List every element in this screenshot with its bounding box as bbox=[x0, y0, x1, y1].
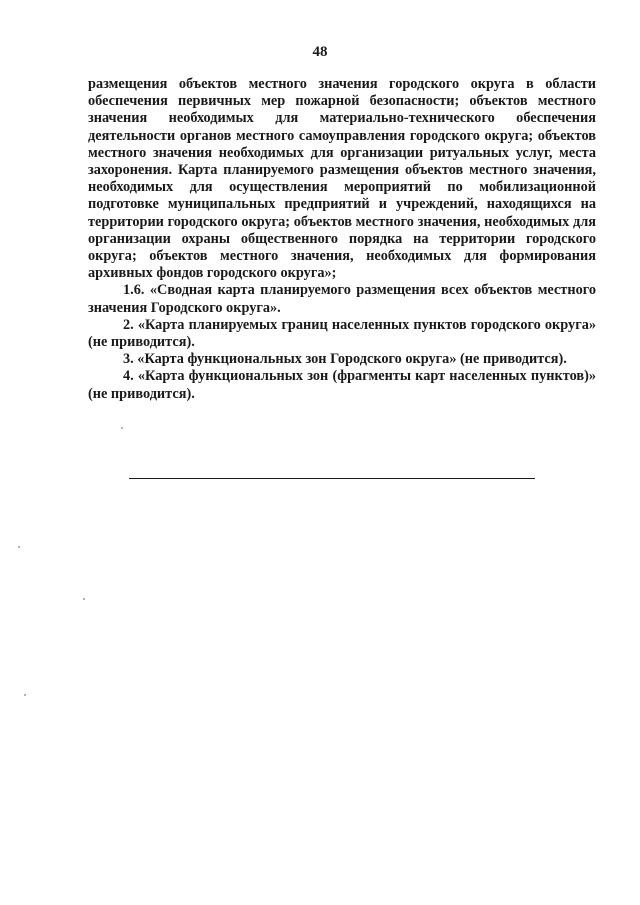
scan-speck bbox=[121, 427, 123, 429]
document-body bbox=[88, 76, 596, 403]
paragraph-item-3: 3. «Карта функциональных зон Городского округа» (не приводится). bbox=[123, 351, 567, 368]
paragraph-item-1-6: 1.6. «Сводная карта планируемого размещения всех объектов местного значения Городского округа». bbox=[88, 282, 596, 316]
paragraph-item-4: 4. «Карта функциональных зон (фрагменты карт населенных пунктов)» (не приводится). bbox=[88, 368, 596, 402]
scan-speck bbox=[83, 598, 85, 600]
closing-divider-line bbox=[129, 478, 535, 479]
scan-speck bbox=[18, 546, 20, 548]
scan-speck bbox=[24, 694, 26, 696]
paragraph-continuation: размещения объектов местного значения городского округа в области обеспечения первичных мер пожарной безопасности; объектов местного значения необходимых для материально-технического обеспечения деятельности органов местного самоуправления городского округа; объектов местного значения необходимых для организации ритуальных услуг, места захоронения. Карта планируемого размещения объектов местного значения, необходимых для осуществления мероприятий по мобилизационной подготовке муниципальных предприятий и учреждений, находящихся на территории городского округа; объектов местного значения, необходимых для организации охраны общественного порядка на территории городского округа; объектов местного значения, необходимых для формирования архивных фондов городского округа»; bbox=[88, 76, 596, 282]
page-number: 48 bbox=[312, 44, 328, 60]
paragraph-item-2: 2. «Карта планируемых границ населенных пунктов городского округа» (не приводится). bbox=[88, 316, 596, 351]
